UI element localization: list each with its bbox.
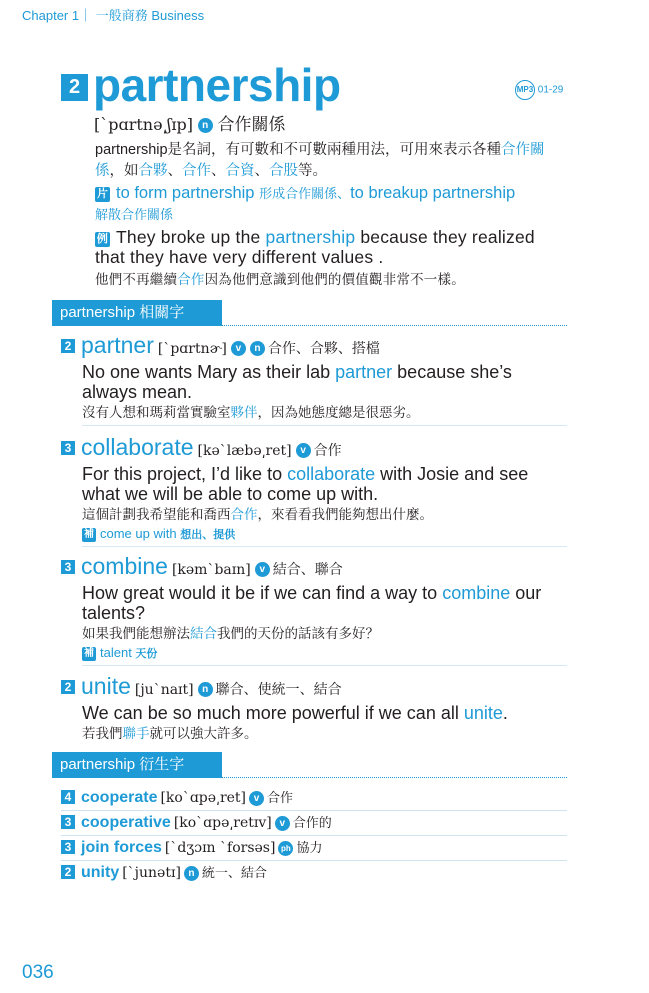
part-of-speech: 合作	[267, 790, 294, 805]
pos-badge: ph	[278, 841, 293, 856]
derived-entry	[61, 837, 567, 859]
example-sentence	[95, 227, 569, 290]
entry-divider	[61, 835, 567, 836]
collocation-en: to form partnership	[116, 184, 260, 202]
pronunciation: [`junətɪ]	[122, 865, 181, 881]
phrase-tag: 片	[97, 188, 108, 200]
example-highlight: partnership	[265, 227, 356, 247]
part-of-speech: 結合、聯合	[272, 561, 343, 577]
example-cn: 沒有人想和瑪莉當實驗室夥伴，因為她態度總是很惡劣。	[82, 405, 420, 420]
collocation-separator: 、	[337, 186, 351, 201]
pronunciation: [`pɑrtnə͵ʃɪp]	[94, 115, 193, 134]
pronunciation: [`dʒɔɪn `forsəs]	[164, 840, 276, 856]
desc-highlight: 合作關係	[95, 142, 545, 179]
pos-badge: v	[249, 791, 264, 806]
part-of-speech: 協力	[296, 840, 323, 855]
section-divider	[52, 325, 567, 326]
pronunciation: [ko`ɑpə͵retɪv]	[173, 815, 272, 831]
derived-word: cooperative	[81, 814, 171, 831]
supplement-note: 補 come up with 想出、提供	[84, 526, 236, 541]
part-of-speech: 統一、結合	[201, 865, 267, 880]
main-word: partnership	[93, 59, 341, 111]
part-of-speech: 聯合、使統一、結合	[215, 681, 342, 697]
pronunciation: [ju`naɪt]	[134, 682, 194, 698]
example-en: because they realized that they have very different values .	[95, 227, 535, 267]
pos-badge: v	[296, 443, 311, 458]
main-pronunciation-line	[94, 110, 285, 135]
level-badge: 2	[61, 74, 88, 101]
example-cn: 如果我們能想辦法結合我們的天份的話該有多好？	[82, 626, 379, 641]
related-entry	[61, 332, 567, 422]
part-of-speech: 合作的	[292, 815, 332, 830]
part-of-speech: 合作	[313, 442, 342, 458]
related-entry	[61, 673, 567, 743]
desc-text: 等。	[298, 163, 327, 179]
part-of-speech: 合作關係	[217, 115, 286, 134]
desc-separator: 、	[167, 163, 182, 179]
section-divider	[52, 777, 567, 778]
example-en: We can be so much more powerful if we can all unite.	[82, 703, 508, 723]
derived-entry	[61, 862, 567, 884]
level-badge: 3	[61, 840, 75, 854]
part-of-speech: 合作、合夥、搭檔	[267, 340, 380, 356]
example-cn: 這個計劃我希望能和喬西合作，來看看我們能夠想出什麼。	[82, 507, 433, 522]
level-badge: 4	[61, 790, 75, 804]
derived-entry	[61, 787, 567, 809]
example-translation: 他們不再繼續合作因為他們意識到他們的價值觀非常不一樣。	[95, 272, 465, 287]
pos-badge: v	[275, 816, 290, 831]
level-badge: 2	[61, 680, 75, 694]
collocations	[95, 183, 569, 225]
example-en: They broke up the	[116, 227, 266, 247]
desc-separator: 、	[211, 163, 226, 179]
level-badge: 3	[61, 560, 75, 574]
desc-highlight: 合資	[225, 163, 255, 179]
derived-word: cooperate	[81, 789, 158, 806]
entry-divider	[61, 810, 567, 811]
derived-word: unity	[81, 864, 120, 881]
desc-separator: 、	[254, 163, 269, 179]
entry-word: unite	[81, 673, 131, 699]
section-derived-words: partnership 衍生字	[52, 752, 222, 778]
pos-badge: n	[198, 118, 213, 133]
mp3-icon[interactable]: MP3	[515, 80, 535, 100]
example-en: For this project, I’d like to collaborate with Josie and see what we will be able to come up with.	[82, 464, 529, 504]
example-en: How great would it be if we can find a way to combine our talents?	[82, 583, 542, 623]
desc-text: partnership是名詞，有可數和不可數兩種用法，可用來表示各種	[95, 142, 502, 158]
supplement-note: 補 talent 天份	[84, 645, 158, 660]
pos-badge: n	[184, 866, 199, 881]
pronunciation: [ko`ɑpə͵ret]	[160, 790, 247, 806]
entry-word: collaborate	[81, 434, 194, 460]
entry-divider	[61, 860, 567, 861]
pos-badge: n	[198, 682, 213, 697]
section-related-words: partnership 相關字	[52, 300, 222, 326]
level-badge: 3	[61, 815, 75, 829]
collocation-cn: 形成合作關係	[259, 186, 338, 201]
collocation-en: to breakup partnership	[350, 184, 516, 202]
entry-divider	[82, 546, 567, 547]
description	[95, 140, 569, 182]
pos-badge: v	[231, 341, 246, 356]
example-tag: 例	[96, 233, 109, 245]
derived-word: join forces	[81, 839, 162, 856]
pronunciation: [kəm`baɪn]	[171, 562, 251, 578]
pronunciation: [kə`læbə͵ret]	[197, 443, 292, 459]
related-entry	[61, 434, 567, 542]
level-badge: 3	[61, 441, 75, 455]
entry-word: partner	[81, 332, 154, 358]
desc-text: ，如	[109, 163, 139, 179]
example-en: No one wants Mary as their lab partner because she’s always mean.	[82, 362, 512, 402]
supplement-tag: 補	[84, 529, 94, 540]
related-entry	[61, 553, 567, 661]
example-cn: 若我們聯手就可以強大許多。	[82, 726, 258, 741]
level-badge: 2	[61, 865, 75, 879]
entry-divider	[82, 425, 567, 426]
pronunciation: [`pɑrtnɚ]	[157, 341, 227, 357]
page-number: 036	[22, 962, 54, 983]
desc-highlight: 合作	[182, 163, 211, 179]
collocation-cn: 解散合作關係	[95, 207, 174, 222]
level-badge: 2	[61, 339, 75, 353]
audio-track[interactable]	[515, 80, 563, 100]
pos-badge: v	[255, 562, 270, 577]
desc-highlight: 合股	[269, 163, 298, 179]
chapter-header: Chapter 1｜ 一般商務 Business	[22, 8, 205, 23]
supplement-tag: 補	[84, 648, 94, 659]
pos-badge: n	[250, 341, 265, 356]
desc-highlight: 合夥	[138, 163, 168, 179]
audio-track-number: 01-29	[537, 84, 564, 96]
entry-divider	[82, 665, 567, 666]
derived-entry	[61, 812, 567, 834]
entry-word: combine	[81, 553, 168, 579]
